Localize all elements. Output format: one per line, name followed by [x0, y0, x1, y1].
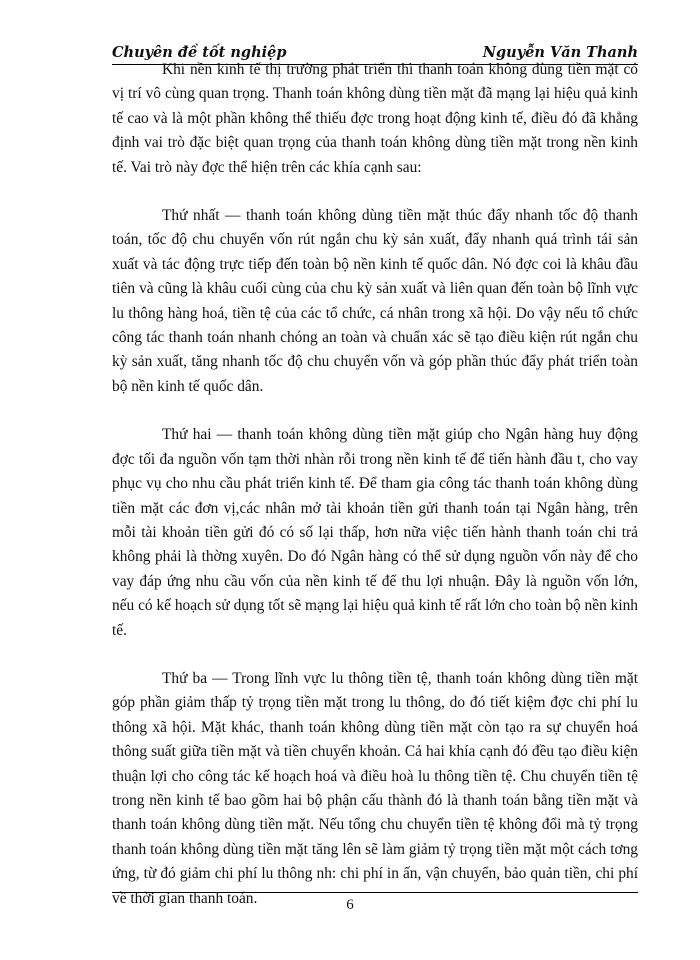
header-author-name: Nguyễn Văn Thanh — [482, 44, 638, 61]
document-body — [112, 58, 638, 935]
footer-rule — [112, 892, 638, 893]
paragraph-intro: Khi nền kinh tế thị trường phát triển thì thanh toán không dùng tiền mặt có vị trí vô cùng quan trọng. Thanh toán không dùng tiền mặt đã mạng lại hiệu quả kinh tế cao và là một phần không thể thiếu đợc trong hoạt động kinh tế, điều đó đã khẳng định vai trò đặc biệt quan trọng của thanh toán không dùng tiền mặt trong nền kinh tế. Vai trò này đợc thể hiện trên các khía cạnh sau: — [112, 61, 638, 176]
header-document-type: Chuyên đề tốt nghiệp — [112, 44, 287, 61]
paragraph-third-role: Thứ ba — Trong lĩnh vực lu thông tiền tệ, thanh toán không dùng tiền mặt góp phần giảm thấp tỷ trọng tiền mặt trong lu thông, do đó tiết kiệm đợc chi phí lu thông xã hội. Mặt khác, thanh toán không dùng tiền mặt còn tạo ra sự chuyển hoá thông suất giữa tiền mặt và tiền chuyển khoản. Cả hai khía cạnh đó đều tạo điều kiện thuận lợi cho công tác kế hoạch hoá và điều hoà lu thông tiền tệ. Chu chuyển tiền tệ trong nền kinh tế bao gồm hai bộ phận cấu thành đó là thanh toán bằng tiền mặt và thanh toán không dùng tiền mặt. Nếu tổng chu chuyển tiền tệ không đổi mà tỷ trọng thanh toán không dùng tiền mặt tăng lên sẽ làm giảm tỷ trọng tiền mặt một cách tơng ứng, từ đó giảm chi phí lu thông nh: chi phí in ấn, vận chuyển, bảo quản tiền, chi phí về thời gian thanh toán. — [112, 669, 638, 907]
page-number: 6 — [346, 897, 354, 913]
paragraph-first-role: Thứ nhất — thanh toán không dùng tiền mặt thúc đẩy nhanh tốc độ thanh toán, tốc độ chu chuyển vốn rút ngắn chu kỳ sản xuất, đẩy nhanh quá trình tái sản xuất và tác động trực tiếp đến toàn bộ nền kinh tế quốc dân. Nó đợc coi là khâu đầu tiên và cũng là khâu cuối cùng của chu kỳ sản xuất và liên quan đến toàn bộ lĩnh vực lu thông hàng hoá, tiền tệ của các tổ chức, cá nhân trong xã hội. Do vậy nếu tổ chức công tác thanh toán nhanh chóng an toàn và chuẩn xác sẽ tạo điều kiện rút ngắn chu kỳ sản xuất, tăng nhanh tốc độ chu chuyển vốn và góp phần thúc đẩy phát triển toàn bộ nền kinh tế quốc dân. — [112, 207, 638, 395]
paragraph-second-role: Thứ hai — thanh toán không dùng tiền mặt giúp cho Ngân hàng huy động đợc tối đa nguồn vốn tạm thời nhàn rỗi trong nền kinh tế để tiến hành đầu t, cho vay phục vụ cho nhu cầu phát triển kinh tế. Để tham gia công tác thanh toán không dùng tiền mặt các đơn vị,các nhân mở tài khoản tiền gửi thanh toán tại Ngân hàng, trên mỗi tài khoản tiền gửi đó có số lại thấp, hơn nữa việc tiến hành thanh toán chi trả không phải là thờng xuyên. Do đó Ngân hàng có thể sử dụng nguồn vốn này để cho vay đáp ứng nhu cầu vốn của nền kinh tế để thu lợi nhuận. Đây là nguồn vốn lớn, nếu có kế hoạch sử dụng tốt sẽ mạng lại hiệu quả kinh tế rất lớn cho toàn bộ nền kinh tế. — [112, 426, 638, 639]
